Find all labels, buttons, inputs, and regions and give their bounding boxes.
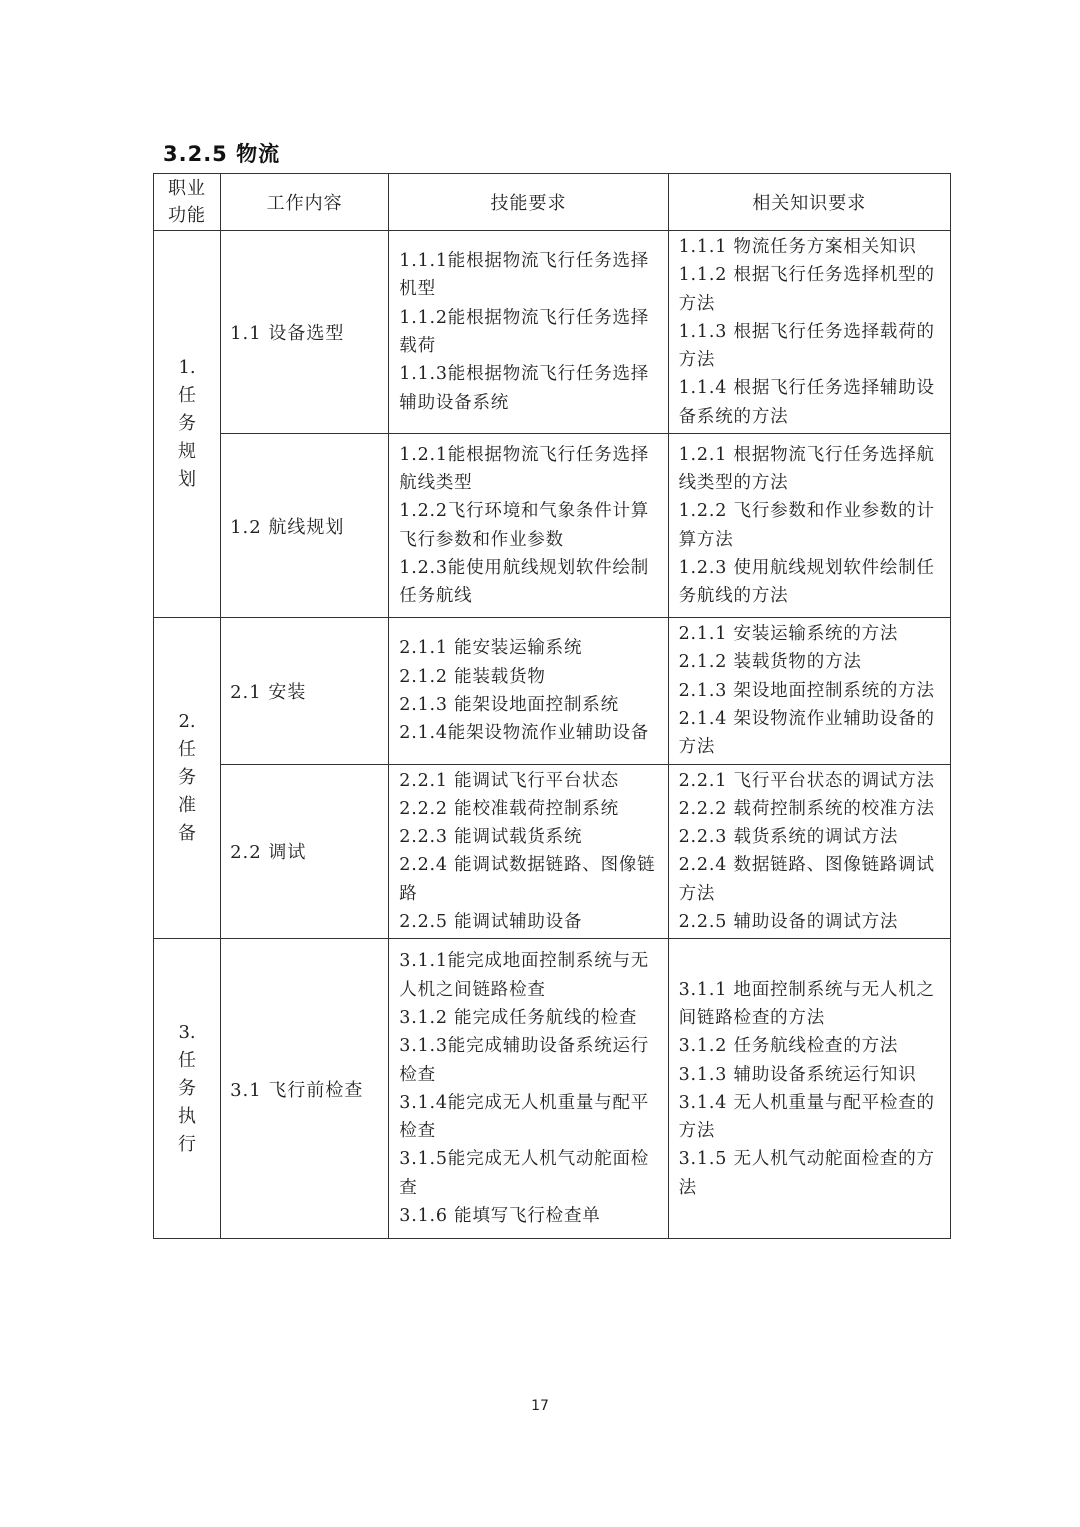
section-title: 3.2.5 物流 — [163, 142, 281, 166]
function-cell-2: 2. 任 务 准 备 — [154, 618, 221, 939]
table-row — [154, 231, 951, 434]
knowledge-cell: 1.1.1 物流任务方案相关知识 1.1.2 根据飞行任务选择机型的方法 1.1.3 根据飞行任务选择载荷的方法 1.1.4 根据飞行任务选择辅助设备系统的方法 — [668, 231, 950, 434]
knowledge-cell: 3.1.1 地面控制系统与无人机之间链路检查的方法 3.1.2 任务航线检查的方法 3.1.3 辅助设备系统运行知识 3.1.4 无人机重量与配平检查的方法 3.1.5 无人机气动舵面检查的方法 — [668, 939, 950, 1239]
table-row — [154, 764, 951, 939]
knowledge-cell: 2.1.1 安装运输系统的方法 2.1.2 装载货物的方法 2.1.3 架设地面控制系统的方法 2.1.4 架设物流作业辅助设备的方法 — [668, 618, 950, 764]
page-number: 17 — [531, 1398, 549, 1414]
skill-cell: 1.2.1能根据物流飞行任务选择航线类型 1.2.2飞行环境和气象条件计算飞行参数和作业参数 1.2.3能使用航线规划软件绘制任务航线 — [389, 434, 668, 618]
skill-requirements-table — [153, 173, 951, 1239]
table-row — [154, 618, 951, 764]
header-function: 职业 功能 — [154, 174, 221, 231]
skill-cell: 3.1.1能完成地面控制系统与无人机之间链路检查 3.1.2 能完成任务航线的检查 3.1.3能完成辅助设备系统运行检查 3.1.4能完成无人机重量与配平检查 3.1.5能完成无人机气动舵面检查 3.1.6 能填写飞行检查单 — [389, 939, 668, 1239]
table-header-row — [154, 174, 951, 231]
work-cell: 2.2 调试 — [221, 764, 389, 939]
function-cell-1: 1. 任 务 规 划 — [154, 231, 221, 618]
knowledge-cell: 1.2.1 根据物流飞行任务选择航线类型的方法 1.2.2 飞行参数和作业参数的计算方法 1.2.3 使用航线规划软件绘制任务航线的方法 — [668, 434, 950, 618]
work-cell: 1.1 设备选型 — [221, 231, 389, 434]
function-cell-3: 3. 任 务 执 行 — [154, 939, 221, 1239]
skill-cell: 2.1.1 能安装运输系统 2.1.2 能装载货物 2.1.3 能架设地面控制系统 2.1.4能架设物流作业辅助设备 — [389, 618, 668, 764]
header-work: 工作内容 — [221, 174, 389, 231]
skill-cell: 1.1.1能根据物流飞行任务选择机型 1.1.2能根据物流飞行任务选择载荷 1.1.3能根据物流飞行任务选择辅助设备系统 — [389, 231, 668, 434]
skill-cell: 2.2.1 能调试飞行平台状态 2.2.2 能校准载荷控制系统 2.2.3 能调试载货系统 2.2.4 能调试数据链路、图像链路 2.2.5 能调试辅助设备 — [389, 764, 668, 939]
header-knowledge: 相关知识要求 — [668, 174, 950, 231]
work-cell: 3.1 飞行前检查 — [221, 939, 389, 1239]
work-cell: 2.1 安装 — [221, 618, 389, 764]
work-cell: 1.2 航线规划 — [221, 434, 389, 618]
table-row — [154, 434, 951, 618]
knowledge-cell: 2.2.1 飞行平台状态的调试方法 2.2.2 载荷控制系统的校准方法 2.2.3 载货系统的调试方法 2.2.4 数据链路、图像链路调试方法 2.2.5 辅助设备的调试方法 — [668, 764, 950, 939]
header-skill: 技能要求 — [389, 174, 668, 231]
table-row — [154, 939, 951, 1239]
